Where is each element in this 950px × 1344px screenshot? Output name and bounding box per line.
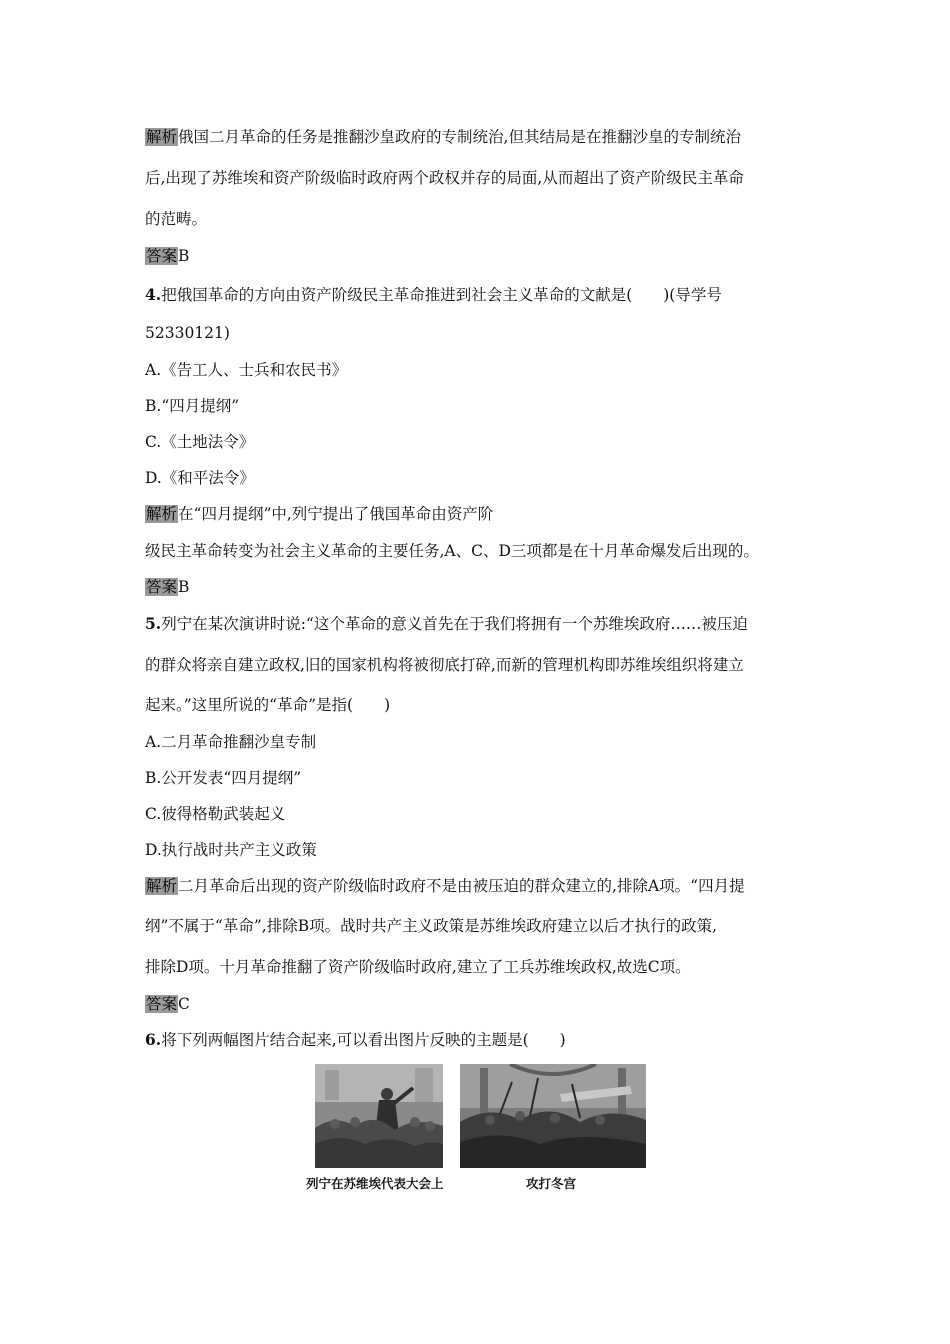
lenin-at-congress-image [315,1064,443,1168]
q5-option-c: C.彼得格勒武装起义 [145,805,286,823]
q6-figure [300,1064,660,1194]
q5-option-d: D.执行战时共产主义政策 [145,841,317,859]
q5-answer: 答案C [146,995,190,1013]
q5-analysis-line-2: 纲”不属于“革命”,排除B项。战时共产主义政策是苏维埃政府建立以后才执行的政策, [145,917,718,935]
q4-option-b: B.“四月提纲” [145,397,240,415]
q5-option-a: A.二月革命推翻沙皇专制 [145,733,317,751]
q4-analysis-line-1: 解析在“四月提纲”中,列宁提出了俄国革命由资产阶 [146,505,494,523]
q4-option-d: D.《和平法令》 [145,469,255,487]
q4-stem-line-1: 4.把俄国革命的方向由资产阶级民主革命推进到社会主义革命的文献是( )(导学号 [145,285,722,304]
q4-option-a: A.《告工人、士兵和农民书》 [145,361,348,379]
answer-tag: 答案 [146,995,178,1013]
analysis-tag: 解析 [146,505,178,523]
q3-analysis-line-3: 的范畴。 [145,210,208,228]
storming-winter-palace-image [460,1064,646,1168]
q3-analysis-line-2: 后,出现了苏维埃和资产阶级临时政府两个政权并存的局面,从而超出了资产阶级民主革命 [145,169,744,187]
q3-analysis-line-1: 解析俄国二月革命的任务是推翻沙皇政府的专制统治,但其结局是在推翻沙皇的专制统治 [146,128,741,146]
q6-stem: 6.将下列两幅图片结合起来,可以看出图片反映的主题是( ) [145,1030,566,1049]
q4-stem-line-2: 52330121) [145,324,230,342]
q4-answer: 答案B [146,578,190,596]
caption-lenin-at-congress: 列宁在苏维埃代表大会上 [306,1176,444,1191]
q5-analysis-line-3: 排除D项。十月革命推翻了资产阶级临时政府,建立了工兵苏维埃政权,故选C项。 [145,958,691,976]
answer-tag: 答案 [146,578,178,596]
q5-stem-line-1: 5.列宁在某次演讲时说:“这个革命的意义首先在于我们将拥有一个苏维埃政府……被压迫 [145,614,748,633]
answer-tag: 答案 [146,247,178,265]
q4-analysis-line-2: 级民主革命转变为社会主义革命的主要任务,A、C、D三项都是在十月革命爆发后出现的。 [145,542,759,560]
q5-stem-line-3: 起来。”这里所说的“革命”是指( ) [145,696,391,714]
q3-answer: 答案B [146,247,190,265]
q5-analysis-line-1: 解析二月革命后出现的资产阶级临时政府不是由被压迫的群众建立的,排除A项。“四月提 [146,877,745,895]
q5-stem-line-2: 的群众将亲自建立政权,旧的国家机构将被彻底打碎,而新的管理机构即苏维埃组织将建立 [145,656,744,674]
caption-storming-winter-palace: 攻打冬宫 [526,1176,577,1191]
analysis-tag: 解析 [146,128,178,146]
q4-option-c: C.《土地法令》 [145,433,255,451]
analysis-tag: 解析 [146,877,178,895]
q5-option-b: B.公开发表“四月提纲” [145,769,302,787]
